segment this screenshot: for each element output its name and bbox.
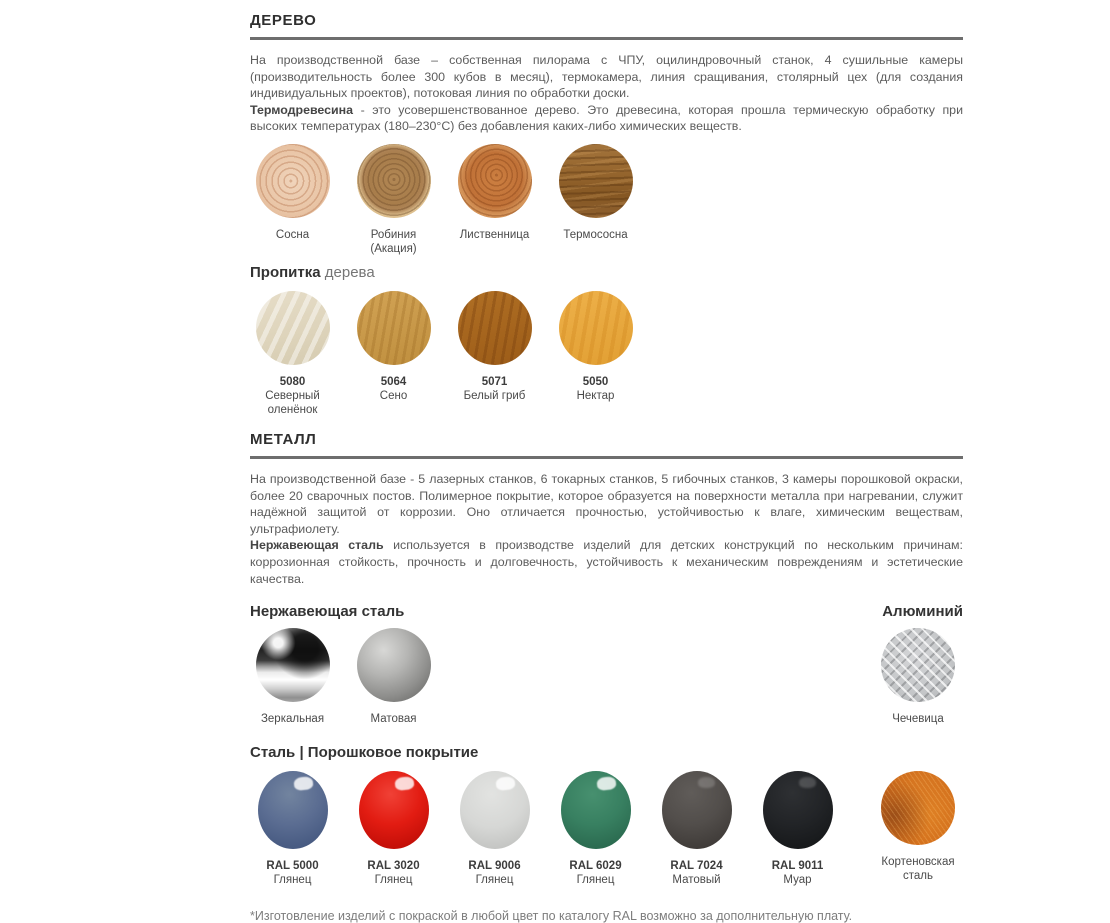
impregnation-row xyxy=(242,291,963,417)
ral-9011-swatch-image xyxy=(763,771,833,849)
impregnation-5064-label xyxy=(380,375,407,403)
stainless-term: Нержавеющая сталь xyxy=(250,538,384,553)
aluminum-lentil-swatch-image xyxy=(881,628,955,702)
metal-intro-text: На производственной базе - 5 лазерных станков, 6 токарных станков, 5 гибочных станков, 3 камеры порошковой окраски, более 20 сварочных постов. Полимерное покрытие, которое образуется на поверхности металла при нагревании, служит надёжной защитой от коррозии. Оно отличается прочностью, устойчивостью к влаге, химическим веществам, ультрафиолету. xyxy=(250,471,963,536)
swatch-ral-9011 xyxy=(747,771,848,887)
impregnation-5071-code: 5071 xyxy=(481,375,508,388)
ral-6029-code: RAL 6029 xyxy=(569,860,622,873)
ral-9006-label xyxy=(468,859,520,887)
ral-5000-swatch-image xyxy=(258,771,328,849)
aluminum-title: Алюминий xyxy=(882,603,963,621)
thermowood-text: - это усовершенствованное дерево. Это древесина, которая прошла термическую обработку при высоких температурах (180–230°С) без добавления каких-либо химических веществ. xyxy=(250,102,963,134)
impregnation-5071-label xyxy=(464,375,526,403)
thermopine-wood-swatch-image xyxy=(559,144,633,218)
ral-6029-finish: Глянец xyxy=(576,874,615,887)
matte-steel-label: Матовая xyxy=(370,713,417,726)
ral-6029-swatch-image xyxy=(561,771,631,849)
impregnation-5080-name: Северный оленёнок xyxy=(265,389,320,416)
impregnation-5064-code: 5064 xyxy=(380,375,407,388)
impregnation-5080-label xyxy=(247,375,339,417)
swatch-thermopine xyxy=(545,144,646,256)
impregnation-title-main: Пропитка xyxy=(250,263,321,281)
swatch-mirror-steel xyxy=(242,628,343,726)
metal-section-title: МЕТАЛЛ xyxy=(250,431,963,459)
ral-5000-code: RAL 5000 xyxy=(266,860,319,873)
swatch-ral-6029 xyxy=(545,771,646,887)
mirror-steel-label: Зеркальная xyxy=(260,713,325,726)
ral-7024-swatch-image xyxy=(662,771,732,849)
ral-9011-finish: Муар xyxy=(783,874,812,887)
impregnation-title-sub: дерева xyxy=(320,263,375,281)
stainless-title: Нержавеющая сталь xyxy=(250,603,405,621)
impregnation-5071-swatch-image xyxy=(458,291,532,365)
catalog-page xyxy=(250,12,963,923)
swatch-pine xyxy=(242,144,343,256)
ral-3020-swatch-image xyxy=(359,771,429,849)
ral-9006-code: RAL 9006 xyxy=(468,860,521,873)
pine-wood-swatch-image xyxy=(256,144,330,218)
impregnation-5080-swatch-image xyxy=(256,291,330,365)
impregnation-title xyxy=(250,264,963,281)
impregnation-5080-code: 5080 xyxy=(279,375,306,388)
ral-9011-code: RAL 9011 xyxy=(771,860,824,873)
swatch-corten-steel xyxy=(873,771,963,887)
ral-9006-swatch-image xyxy=(460,771,530,849)
wood-section-title: ДЕРЕВО xyxy=(250,12,963,40)
ral-3020-code: RAL 3020 xyxy=(367,860,420,873)
robinia-label: Робиния (Акация) xyxy=(370,228,417,255)
swatch-aluminum-lentil xyxy=(873,628,963,726)
stainless-text: используется в производстве изделий для детских конструкций по нескольким причинам: коррозионная стойкость, прочность и долговечность, устойчивость к механическим повреждениям и эстетические качества. xyxy=(250,538,964,586)
wood-intro-paragraph xyxy=(250,52,963,135)
swatch-5064 xyxy=(343,291,444,417)
impregnation-5071-name: Белый гриб xyxy=(463,389,526,402)
impregnation-5050-label xyxy=(577,375,615,403)
corten-steel-swatch-image xyxy=(881,771,955,845)
metal-section xyxy=(250,431,963,887)
stainless-aluminum-heading-row xyxy=(250,603,963,620)
corten-steel-label: Кортеновская сталь xyxy=(881,856,955,883)
ral-5000-finish: Глянец xyxy=(273,874,312,887)
ral-7024-code: RAL 7024 xyxy=(670,860,723,873)
thermowood-term: Термодревесина xyxy=(250,102,354,117)
swatch-ral-9006 xyxy=(444,771,545,887)
swatch-ral-3020 xyxy=(343,771,444,887)
swatch-larch xyxy=(444,144,545,256)
impregnation-5064-name: Сено xyxy=(379,389,408,402)
ral-3020-finish: Глянец xyxy=(374,874,413,887)
wood-intro-text: На производственной базе – собственная пилорама с ЧПУ, оцилиндровочный станок, 4 сушильные камеры (производительность более 300 кубов в месяц), термокамера, линия сращивания, столярный цех (для создания индивидуальных проектов), потоковая линия по обработки доски. xyxy=(250,53,963,101)
pine-label: Сосна xyxy=(275,228,310,241)
footnote: *Изготовление изделий с покраской в любой цвет по каталогу RAL возможно за дополнительную плату. xyxy=(250,909,853,923)
thermopine-label: Термососна xyxy=(563,228,628,241)
swatch-matte-steel xyxy=(343,628,444,726)
impregnation-5050-name: Нектар xyxy=(576,389,615,402)
larch-wood-swatch-image xyxy=(458,144,532,218)
robinia-wood-swatch-image xyxy=(357,144,431,218)
metal-intro-paragraph xyxy=(250,471,963,587)
ral-5000-label xyxy=(266,859,318,887)
impregnation-5050-code: 5050 xyxy=(582,375,609,388)
aluminum-lentil-label: Чечевица xyxy=(892,713,944,726)
swatch-ral-7024 xyxy=(646,771,747,887)
swatch-5071 xyxy=(444,291,545,417)
impregnation-5050-swatch-image xyxy=(559,291,633,365)
ral-9006-finish: Глянец xyxy=(475,874,514,887)
powder-coating-title: Сталь | Порошковое покрытие xyxy=(250,744,479,762)
mirror-steel-swatch-image xyxy=(256,628,330,702)
wood-section xyxy=(250,12,963,417)
stainless-row xyxy=(242,628,963,726)
swatch-5080 xyxy=(242,291,343,417)
ral-7024-label xyxy=(670,859,722,887)
swatch-ral-5000 xyxy=(242,771,343,887)
powder-coating-row xyxy=(242,771,963,887)
ral-6029-label xyxy=(569,859,621,887)
impregnation-5064-swatch-image xyxy=(357,291,431,365)
wood-species-row xyxy=(242,144,963,256)
matte-steel-swatch-image xyxy=(357,628,431,702)
ral-3020-label xyxy=(367,859,419,887)
ral-7024-finish: Матовый xyxy=(672,874,721,887)
swatch-robinia xyxy=(343,144,444,256)
swatch-5050 xyxy=(545,291,646,417)
larch-label: Лиственница xyxy=(459,228,530,241)
ral-9011-label xyxy=(772,859,824,887)
